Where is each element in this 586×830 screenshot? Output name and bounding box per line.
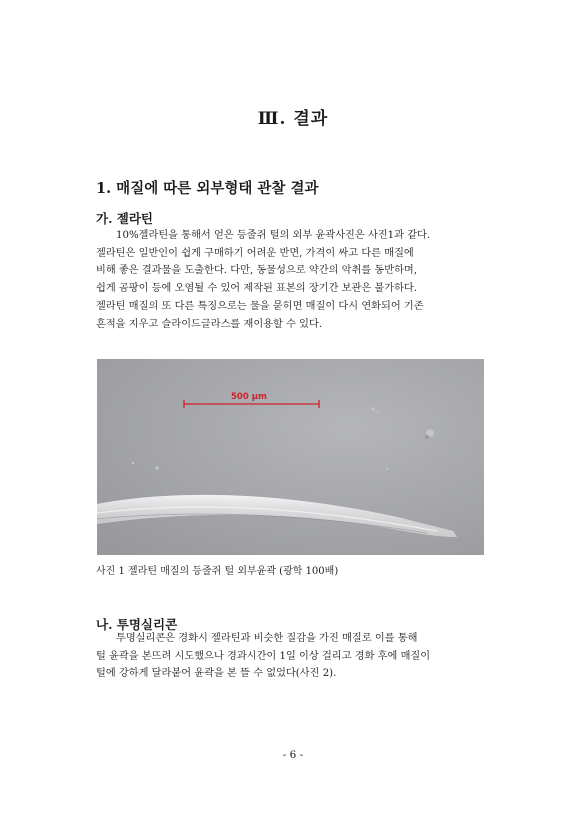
paragraph-line: 흔적을 지우고 슬라이드글라스를 재이용할 수 있다.	[96, 318, 323, 330]
paragraph-line: 털 윤곽을 본뜨려 시도했으나 경과시간이 1일 이상 걸리고 경화 후에 매질이	[96, 650, 431, 662]
paragraph-line: 투명실리콘은 경화시 젤라틴과 비슷한 질감을 가진 매질로 이를 통해	[116, 633, 418, 644]
hair-micrograph-photo	[97, 359, 484, 555]
page-number: - 6 -	[282, 749, 304, 761]
photo-caption: 사진 1 젤라틴 매질의 등줄쥐 털 외부윤곽 (광학 100배)	[96, 566, 339, 577]
paragraph-line: 10%젤라틴을 통해서 얻은 등줄쥐 털의 외부 윤곽사진은 사진1과 같다.	[116, 230, 431, 241]
paragraph-line: 젤라틴 매질의 또 다른 특징으로는 물을 묻히면 매질이 다시 연화되어 기존	[96, 300, 424, 312]
hair-micrograph-drawing	[97, 359, 484, 555]
subsection-silicone-title: 나. 투명실리콘	[96, 617, 178, 632]
subsection-gelatin-title: 가. 젤라틴	[96, 211, 154, 226]
section-title: 1. 매질에 따른 외부형태 관찰 결과	[96, 180, 319, 197]
silicone-paragraph	[96, 630, 487, 683]
paragraph-line: 젤라틴은 일반인이 쉽게 구매하기 어려운 반면, 가격이 싸고 다른 매질에	[96, 247, 414, 259]
paragraph-line: 털에 강하게 달라붙어 윤곽을 본 뜰 수 없었다(사진 2).	[96, 668, 337, 680]
scale-bar-label: 500 μm	[231, 392, 267, 402]
chapter-title: Ⅲ. 결과	[257, 109, 329, 129]
paragraph-line: 비해 좋은 결과물을 도출한다. 다만, 동물성으로 약간의 악취를 동반하며,	[96, 265, 418, 277]
gelatin-paragraph	[96, 227, 487, 333]
paragraph-line: 쉽게 곰팡이 등에 오염될 수 있어 제작된 표본의 장기간 보관은 불가하다.	[96, 283, 418, 295]
